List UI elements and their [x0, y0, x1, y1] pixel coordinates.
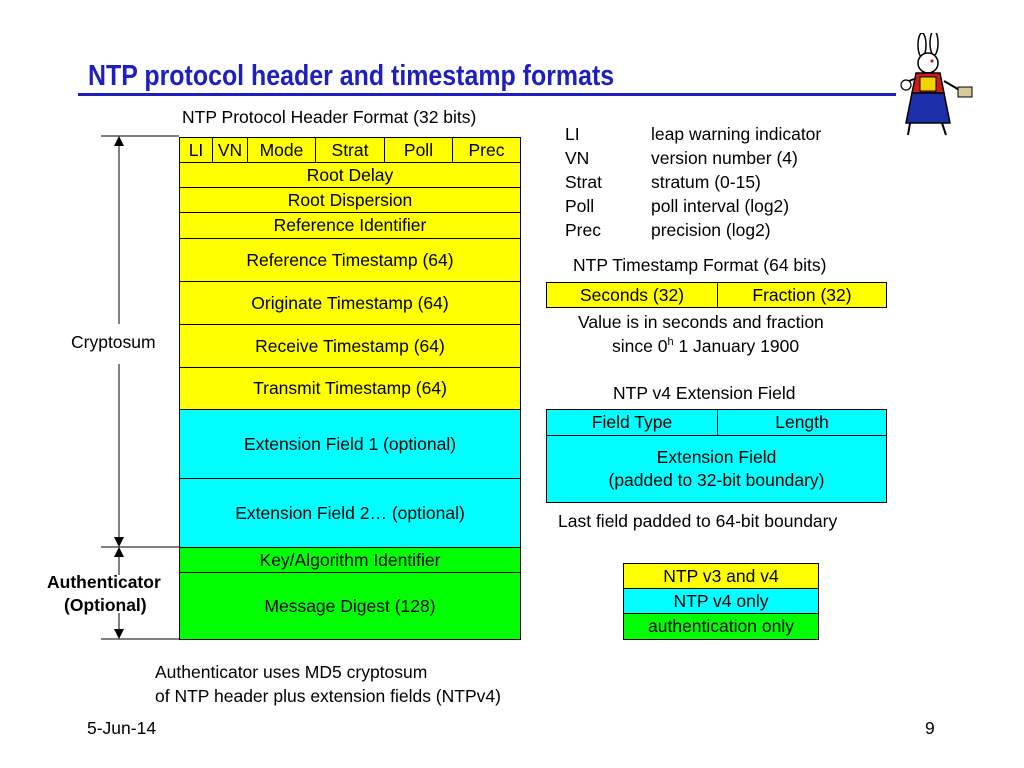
receive-timestamp-field: Receive Timestamp (64)	[179, 324, 521, 368]
reference-identifier-field: Reference Identifier	[179, 212, 521, 239]
poll-field: Poll	[384, 137, 453, 163]
slide-title: NTP protocol header and timestamp formats	[88, 60, 615, 92]
legend-abbr: Strat	[565, 172, 602, 192]
legend-abbr: Prec	[565, 220, 601, 240]
legend-abbr: Poll	[565, 196, 595, 216]
seconds-field: Seconds (32)	[546, 282, 718, 308]
legend-item	[565, 122, 821, 146]
extension-field-body-line-1: Extension Field	[656, 447, 777, 468]
length-field: Length	[717, 409, 887, 436]
extension-field-body	[546, 435, 887, 503]
li-field: LI	[179, 137, 213, 163]
root-dispersion-field: Root Dispersion	[179, 187, 521, 213]
legend-item	[565, 194, 821, 218]
legend-meaning: version number (4)	[651, 148, 798, 168]
authenticator-optional-label: (Optional)	[64, 595, 147, 615]
color-key-v4-only: NTP v4 only	[623, 588, 819, 614]
reference-timestamp-field: Reference Timestamp (64)	[179, 238, 521, 282]
field-legend	[565, 122, 821, 242]
key-identifier-field: Key/Algorithm Identifier	[179, 547, 521, 573]
header-format-caption: NTP Protocol Header Format (32 bits)	[182, 107, 477, 127]
slide-date: 5-Jun-14	[87, 718, 157, 738]
dimension-arrows	[95, 128, 180, 648]
legend-meaning: poll interval (log2)	[651, 196, 790, 216]
legend-item	[565, 170, 821, 194]
footnote-line-2: of NTP header plus extension fields (NTPv4)	[155, 686, 501, 706]
legend-abbr: VN	[565, 148, 590, 168]
timestamp-format-caption: NTP Timestamp Format (64 bits)	[573, 255, 827, 275]
slide-page-number: 9	[925, 718, 935, 738]
extension-field-caption: NTP v4 Extension Field	[613, 383, 796, 403]
mode-field: Mode	[247, 137, 316, 163]
transmit-timestamp-field: Transmit Timestamp (64)	[179, 367, 521, 410]
title-underline	[78, 93, 896, 96]
extension-field-body-line-2: (padded to 32-bit boundary)	[608, 470, 825, 490]
authenticator-label: Authenticator	[47, 572, 161, 592]
vn-field: VN	[212, 137, 248, 163]
legend-item	[565, 146, 821, 170]
color-key-v3-v4: NTP v3 and v4	[623, 563, 819, 589]
color-key-authentication-only: authentication only	[623, 613, 819, 640]
timestamp-note-line-1: Value is in seconds and fraction	[578, 312, 824, 332]
legend-meaning: precision (log2)	[651, 220, 771, 240]
footnote-line-1: Authenticator uses MD5 cryptosum	[155, 662, 428, 682]
strat-field: Strat	[315, 137, 385, 163]
legend-meaning: stratum (0-15)	[651, 172, 761, 192]
extension-field-2: Extension Field 2… (optional)	[179, 478, 521, 548]
legend-item	[565, 218, 821, 242]
extension-field-note: Last field padded to 64-bit boundary	[558, 511, 838, 531]
root-delay-field: Root Delay	[179, 162, 521, 188]
prec-field: Prec	[452, 137, 521, 163]
field-type-field: Field Type	[546, 409, 718, 436]
legend-abbr: LI	[565, 124, 580, 144]
fraction-field: Fraction (32)	[717, 282, 887, 308]
legend-meaning: leap warning indicator	[651, 124, 822, 144]
extension-field-1: Extension Field 1 (optional)	[179, 409, 521, 479]
message-digest-field: Message Digest (128)	[179, 572, 521, 640]
originate-timestamp-field: Originate Timestamp (64)	[179, 281, 521, 325]
white-rabbit-illustration	[894, 33, 974, 137]
cryptosum-label: Cryptosum	[71, 332, 156, 352]
timestamp-note-line-2: since 0$^h$ 1 January 1900	[612, 336, 800, 356]
